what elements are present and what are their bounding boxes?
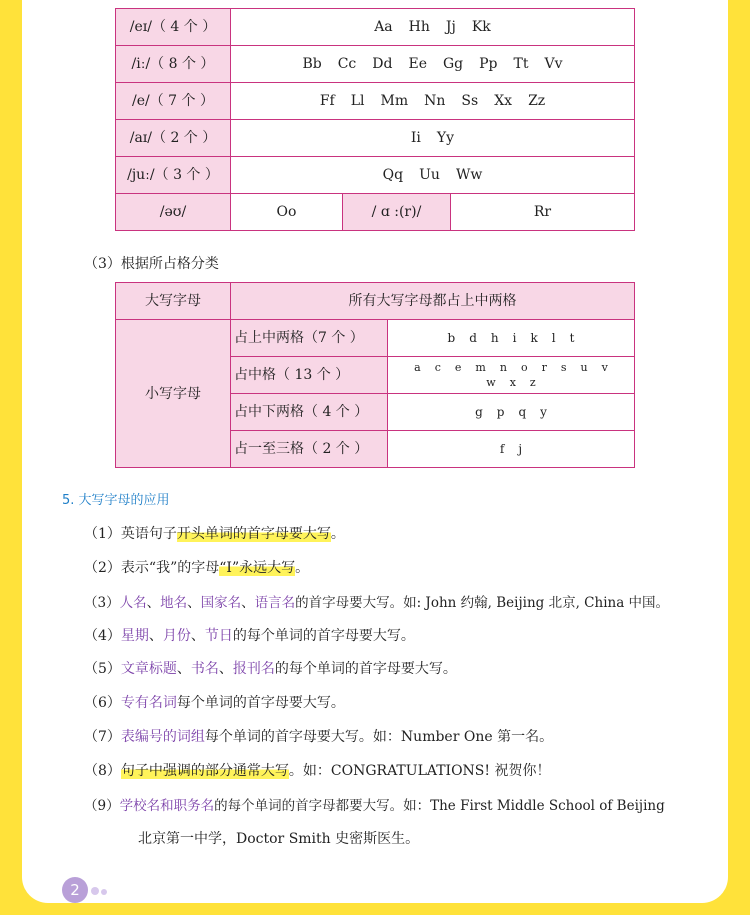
uppercase-label: 大写字母 (116, 283, 231, 320)
rule-4: （4）星期、月份、节日的每个单词的首字母要大写。 (84, 628, 415, 644)
phonetic-label: / ɑ :(r)/ (343, 194, 451, 231)
rule-9-continuation: 北京第一中学，Doctor Smith 史密斯医生。 (138, 831, 420, 847)
highlighted-text: 句子中强调的部分通常大写 (120, 763, 289, 779)
phonetic-label: /eɪ/（ 4 个 ） (116, 9, 231, 46)
letter-cell: Ff Ll Mm Nn Ss Xx Zz (231, 83, 635, 120)
table-row (116, 9, 635, 46)
page-number: 2 (62, 877, 88, 903)
rule-6: （6）专有名词每个单词的首字母要大写。 (84, 695, 345, 711)
table-row (116, 194, 635, 231)
section-5-title: 5. 大写字母的应用 (62, 493, 170, 508)
rule-1: （1）英语句子开头单词的首字母要大写。 (84, 526, 345, 542)
position-label: 占中下两格（ 4 个 ） (231, 394, 388, 431)
letter-cell: f j (388, 431, 635, 468)
position-label: 占中格（ 13 个 ） (231, 357, 388, 394)
table-row (116, 157, 635, 194)
highlighted-text: “I”永远大写 (219, 560, 296, 576)
table-row (116, 320, 635, 357)
letter-cell: Bb Cc Dd Ee Gg Pp Tt Vv (231, 46, 635, 83)
letter-cell: a c e m n o r s u v w x z (388, 357, 635, 394)
position-label: 占一至三格（ 2 个 ） (231, 431, 388, 468)
rule-3: （3）人名、地名、国家名、语言名的首字母要大写。如: John 约翰, Beijing 北京, China 中国。 (84, 595, 670, 611)
table-row (116, 120, 635, 157)
table-row (116, 83, 635, 120)
table-row (116, 283, 635, 320)
letter-cell: g p q y (388, 394, 635, 431)
phonetic-table (115, 8, 635, 231)
rule-2: （2）表示“我”的字母“I”永远大写。 (84, 560, 310, 576)
decorative-dot (101, 889, 107, 895)
letter-cell: Qq Uu Ww (231, 157, 635, 194)
rule-5: （5）文章标题、书名、报刊名的每个单词的首字母要大写。 (84, 661, 457, 677)
letter-cell: b d h i k l t (388, 320, 635, 357)
lowercase-label: 小写字母 (116, 320, 231, 468)
letter-cell: Aa Hh Jj Kk (231, 9, 635, 46)
phonetic-label: /e/（ 7 个 ） (116, 83, 231, 120)
letter-cell: Oo (231, 194, 343, 231)
letter-cell: Ii Yy (231, 120, 635, 157)
decorative-dot (91, 887, 99, 895)
highlighted-text: 开头单词的首字母要大写 (176, 526, 331, 542)
phonetic-label: /juː/（ 3 个 ） (116, 157, 231, 194)
rule-9: （9）学校名和职务名的每个单词的首字母都要大写。如：The First Middle School of Beijing (84, 798, 665, 814)
section-3-title: （3）根据所占格分类 (84, 256, 219, 272)
table-row (116, 46, 635, 83)
phonetic-label: /iː/（ 8 个 ） (116, 46, 231, 83)
position-label: 占上中两格（7 个 ） (231, 320, 388, 357)
rule-7: （7）表编号的词组每个单词的首字母要大写。如：Number One 第一名。 (84, 729, 554, 745)
letter-cell: Rr (451, 194, 635, 231)
rule-8: （8）句子中强调的部分通常大写。如：CONGRATULATIONS! 祝贺你！ (84, 763, 551, 779)
phonetic-label: /əʊ/ (116, 194, 231, 231)
letter-position-table (115, 282, 635, 468)
phonetic-label: /aɪ/（ 2 个 ） (116, 120, 231, 157)
uppercase-desc: 所有大写字母都占上中两格 (231, 283, 635, 320)
